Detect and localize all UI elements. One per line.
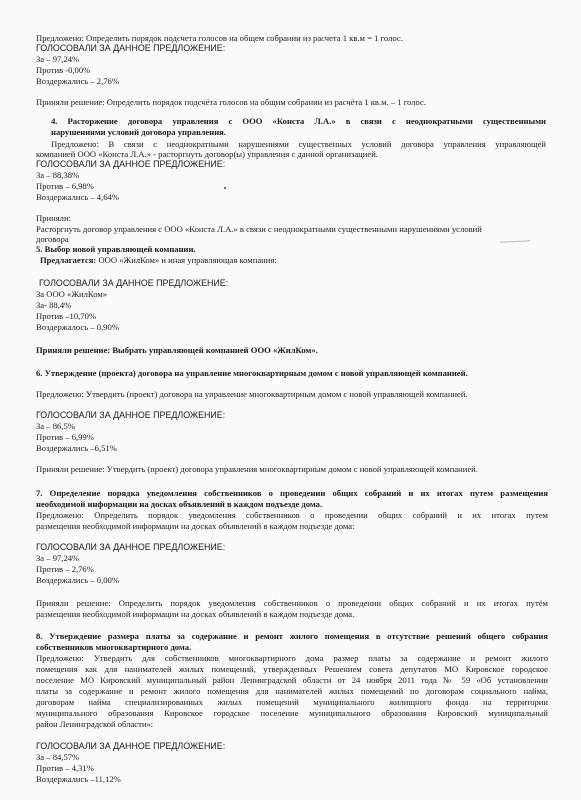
- s6-vozd: Воздержались –6,51%: [36, 443, 117, 453]
- s5-proposed-text: ООО «ЖилКом» и иная управляющая компания:: [96, 255, 277, 265]
- s1-vozd: Воздержались – 2,76%: [36, 76, 119, 86]
- scan-speck: [224, 187, 226, 189]
- s5-vozd: Воздержалось – 0,90%: [36, 322, 119, 332]
- s7-heading-line-1: 7. Определение порядка уведомления собственников о проведении общих собраний и их итогах путем размещения: [36, 488, 548, 498]
- s1-za: За – 97,24%: [36, 54, 80, 64]
- s1-decision: Приняли решение: Определить порядок подсчёта голосов на общим собрании из расчёта 1 кв.м. – 1 голос.: [36, 97, 426, 107]
- s8-heading-line-1: 8. Утверждение размера платы за содержание и ремонт жилого помещения в отсутствие решений общего собрания: [36, 631, 548, 641]
- s8-vozd: Воздержались –11,12%: [36, 774, 121, 784]
- s5-proposed: [40, 255, 277, 265]
- s4-proposal-line-1: Предложено: В связи с неоднократными нарушениями существенных условий договора управления управляющей: [51, 139, 546, 149]
- s6-voted: ГОЛОСОВАЛИ ЗА ДАННОЕ ПРЕДЛОЖЕНИЕ:: [36, 410, 226, 420]
- s1-voted: ГОЛОСОВАЛИ ЗА ДАННОЕ ПРЕДЛОЖЕНИЕ:: [36, 43, 226, 53]
- s8-za: За – 84,57%: [36, 752, 80, 762]
- s4-decision-line-1: Расторгнуть договор управления с ООО «Конста Л.А.» в связи с неоднократными существенными нарушениями условий: [36, 224, 482, 234]
- s4-protiv: Против – 6,98%: [36, 181, 94, 191]
- s6-protiv: Против – 6,99%: [36, 432, 94, 442]
- s4-za: За – 88,38%: [36, 170, 80, 180]
- s4-voted: ГОЛОСОВАЛИ ЗА ДАННОЕ ПРЕДЛОЖЕНИЕ:: [36, 159, 226, 169]
- s5-heading: 5. Выбор новой управляющей компании.: [36, 244, 196, 254]
- s8-proposal-line-7: район Ленинградской области»:: [36, 719, 154, 729]
- s8-proposal-line-3: поселение МО Кировский муниципальный район Ленинградской области от 24 ноября 2011 года № 59 «Об установлении: [36, 675, 548, 685]
- s1-proposal: Предложено: Определить порядок подсчета голосов на общем собрании из расчета 1 кв.м = 1 голос.: [36, 33, 403, 43]
- s5-voted: ГОЛОСОВАЛИ ЗА ДАННОЕ ПРЕДЛОЖЕНИЕ:: [39, 278, 229, 288]
- s4-proposal-line-2: компанией ООО «Конста Л.А.» - расторгнуть договор(ы) управления с данной организацией.: [36, 149, 378, 159]
- s7-decision-line-1: Приняли решение: Определить порядок уведомления собственников о проведении общих собраний и их итогах путём: [36, 598, 548, 608]
- s5-za: За- 88,4%: [36, 300, 72, 310]
- s4-vozd: Воздержались – 4,64%: [36, 192, 119, 202]
- s7-protiv: Против – 2,76%: [36, 564, 94, 574]
- s6-za: За – 86,5%: [36, 421, 75, 431]
- s8-proposal-line-1: Предложено: Утвердить для собственников многоквартирного дома размер платы за содержание и ремонт жилого: [36, 653, 548, 663]
- s4-decision-label: Приняли:: [36, 213, 71, 223]
- s8-protiv: Против – 4,31%: [36, 763, 94, 773]
- s7-vozd: Воздержались – 0,00%: [36, 575, 119, 585]
- s1-protiv: Против -0,00%: [36, 65, 91, 75]
- s7-heading-line-2: необходимой информации на досках объявлений в каждом подъезде дома.: [36, 499, 323, 509]
- s8-heading-line-2: собственников многоквартирного дома.: [36, 642, 192, 652]
- s7-decision-line-2: размещения необходимой информации на досках объявлений в каждом подъезде дома.: [36, 609, 355, 619]
- s4-heading-line-1: 4. Расторжение договора управления с ООО «Конста Л.А.» в связи с неоднократными существенными: [51, 116, 546, 126]
- s8-voted: ГОЛОСОВАЛИ ЗА ДАННОЕ ПРЕДЛОЖЕНИЕ:: [36, 741, 226, 751]
- s6-proposal: Предложено: Утвердить (проект) договора на управление многоквартирным домом с новой управляющей компанией.: [36, 389, 468, 399]
- s4-decision-line-2: договора: [36, 234, 69, 244]
- s5-decision: Приняли решение: Выбрать управляющей компанией ООО «ЖилКом».: [36, 345, 318, 355]
- s5-protiv: Против –10,70%: [36, 311, 97, 321]
- s6-heading: 6. Утверждение (проекта) договора на управление многоквартирным домом с новой управляющей компанией.: [36, 368, 468, 378]
- s7-voted: ГОЛОСОВАЛИ ЗА ДАННОЕ ПРЕДЛОЖЕНИЕ:: [36, 542, 226, 552]
- s5-za-company: За ООО «ЖилКом»: [36, 289, 108, 299]
- s8-proposal-line-4: платы за содержание и ремонт жилого помещения для нанимателей жилых помещений по договорам социального найма,: [36, 686, 548, 696]
- s5-proposed-label: Предлагается:: [40, 255, 97, 265]
- s8-proposal-line-5: договорам найма специализированных жилых помещений муниципального жилищного фонда на территории: [36, 697, 548, 707]
- scan-pen-mark: [500, 240, 530, 243]
- s4-heading-line-2: нарушениями условий договора управления.: [51, 127, 226, 137]
- s7-proposal-line-1: Предложено: Определить порядок уведомления собственников о проведении общих собраний и их итогах путем: [36, 510, 548, 520]
- s8-proposal-line-2: помещения как для нанимателей жилых помещений, утвержденных Решением совета депутатов МО Кировское городское: [36, 664, 548, 674]
- s8-proposal-line-6: муниципального образования Кировское городское поселение муниципального образования Кировский муниципальный: [36, 708, 548, 718]
- s7-za: За – 97,24%: [36, 553, 80, 563]
- s6-decision: Приняли решение: Утвердить (проект) договора управления многоквартирным домом с новой управляющей компанией.: [36, 464, 478, 474]
- s7-proposal-line-2: размещения необходимой информации на досках объявлений в каждом подъезде дома:: [36, 521, 355, 531]
